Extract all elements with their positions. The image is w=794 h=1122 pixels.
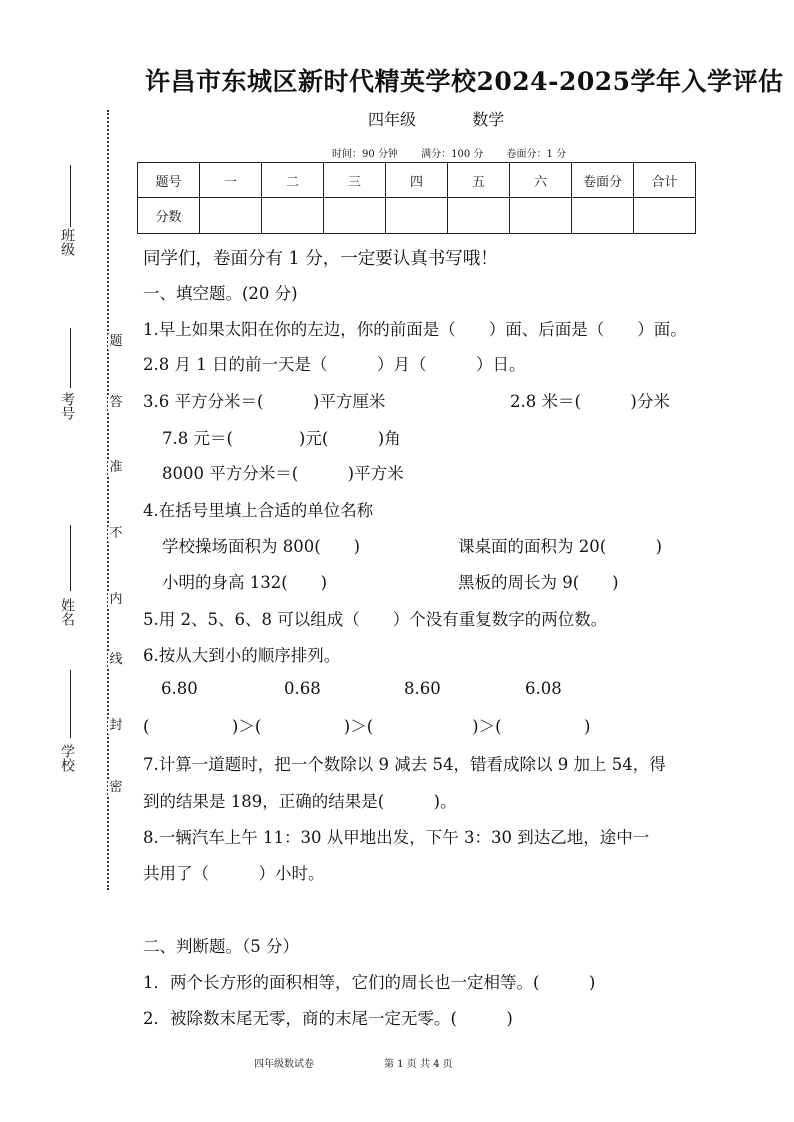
neatness-score-info: 卷面分：1 分 xyxy=(506,149,567,160)
exam-no-label: 考号 xyxy=(59,392,75,420)
table-cell: 卷面分 xyxy=(572,163,634,198)
seal-char: 内 xyxy=(109,592,123,607)
q6-answer-blanks: ( )＞( )＞( )＞( ) xyxy=(143,717,591,736)
table-cell: 三 xyxy=(324,163,386,198)
score-input-cell[interactable] xyxy=(324,198,386,234)
seal-char: 准 xyxy=(109,460,123,475)
score-input-cell[interactable] xyxy=(634,198,696,234)
grade-subject xyxy=(368,107,504,130)
question-4a: 学校操场面积为 800( ) xyxy=(162,537,361,556)
question-7-line1: 7.计算一道题时，把一个数除以 9 减去 54，错看成除以 9 加上 54，得 xyxy=(143,755,666,774)
intro-text: 同学们，卷面分有 1 分，一定要认真书写哦！ xyxy=(143,249,498,269)
table-cell: 题号 xyxy=(138,163,200,198)
q6-number: 8.60 xyxy=(404,679,441,698)
question-3b: 2.8 米＝( )分米 xyxy=(510,392,670,411)
q6-number: 0.68 xyxy=(284,679,321,698)
class-label: 班级 xyxy=(59,228,75,256)
class-underline xyxy=(70,165,71,227)
name-label: 姓名 xyxy=(59,598,75,626)
question-4: 4.在括号里填上合适的单位名称 xyxy=(143,501,374,520)
question-4b: 课桌面的面积为 20( ) xyxy=(458,537,663,556)
question-1: 1.早上如果太阳在你的左边，你的前面是（ ）面、后面是（ ）面。 xyxy=(143,320,687,339)
score-table-header-row xyxy=(138,163,696,198)
score-table xyxy=(137,162,696,234)
table-cell: 二 xyxy=(262,163,324,198)
score-table-score-row xyxy=(138,198,696,234)
question-5: 5.用 2、5、6、8 可以组成（ ）个没有重复数字的两位数。 xyxy=(143,610,608,629)
question-6: 6.按从大到小的顺序排列。 xyxy=(143,646,341,665)
subject-label: 数学 xyxy=(472,110,505,129)
table-cell: 六 xyxy=(510,163,572,198)
score-input-cell[interactable] xyxy=(572,198,634,234)
question-4d: 黑板的周长为 9( ) xyxy=(458,573,619,592)
seal-char: 封 xyxy=(109,718,123,733)
table-cell: 一 xyxy=(200,163,262,198)
table-cell: 分数 xyxy=(138,198,200,234)
question-4c: 小明的身高 132( ) xyxy=(162,573,328,592)
school-label: 学校 xyxy=(59,744,75,772)
score-input-cell[interactable] xyxy=(262,198,324,234)
q6-number: 6.08 xyxy=(525,679,562,698)
seal-char: 线 xyxy=(109,652,123,667)
school-underline xyxy=(70,670,71,738)
score-input-cell[interactable] xyxy=(510,198,572,234)
question-3a: 3.6 平方分米＝( )平方厘米 xyxy=(143,392,386,411)
full-score-info: 满分：100 分 xyxy=(421,149,484,160)
table-cell: 五 xyxy=(448,163,510,198)
exam-info xyxy=(332,145,586,160)
question-2: 2.8 月 1 日的前一天是（ ）月（ ）日。 xyxy=(143,355,526,374)
score-input-cell[interactable] xyxy=(386,198,448,234)
section2-title: 二、判断题。（5 分） xyxy=(143,937,299,956)
table-cell: 合计 xyxy=(634,163,696,198)
question-8-line1: 8.一辆汽车上午 11：30 从甲地出发，下午 3：30 到达乙地，途中一 xyxy=(143,828,650,847)
page-number: 第 1 页 共 4 页 xyxy=(384,1059,453,1070)
exam-no-underline xyxy=(70,328,71,388)
score-input-cell[interactable] xyxy=(448,198,510,234)
question-7-line2: 到的结果是 189，正确的结果是( )。 xyxy=(143,792,457,811)
score-input-cell[interactable] xyxy=(200,198,262,234)
question-3d: 8000 平方分米＝( )平方米 xyxy=(162,464,404,483)
question-8-line2: 共用了（ ）小时。 xyxy=(143,864,325,883)
page-title: 许昌市东城区新时代精英学校2024-2025学年入学评估 xyxy=(145,67,784,96)
table-cell: 四 xyxy=(386,163,448,198)
seal-char: 密 xyxy=(109,780,123,795)
footer-left: 四年级数试卷 xyxy=(254,1059,314,1070)
seal-char: 题 xyxy=(109,334,123,349)
name-underline xyxy=(70,525,71,591)
judge-2: 2．被除数末尾无零，商的末尾一定无零。( ) xyxy=(143,1009,513,1028)
time-info: 时间：90 分钟 xyxy=(332,149,398,160)
seal-char: 答 xyxy=(109,395,123,410)
section1-title: 一、填空题。(20 分) xyxy=(143,284,298,303)
seal-char: 不 xyxy=(109,526,123,541)
judge-1: 1．两个长方形的面积相等，它们的周长也一定相等。( ) xyxy=(143,973,596,992)
grade-label: 四年级 xyxy=(368,110,417,129)
q6-number: 6.80 xyxy=(161,679,198,698)
question-3c: 7.8 元＝( )元( )角 xyxy=(162,429,401,448)
binding-dotted-line xyxy=(107,110,109,890)
